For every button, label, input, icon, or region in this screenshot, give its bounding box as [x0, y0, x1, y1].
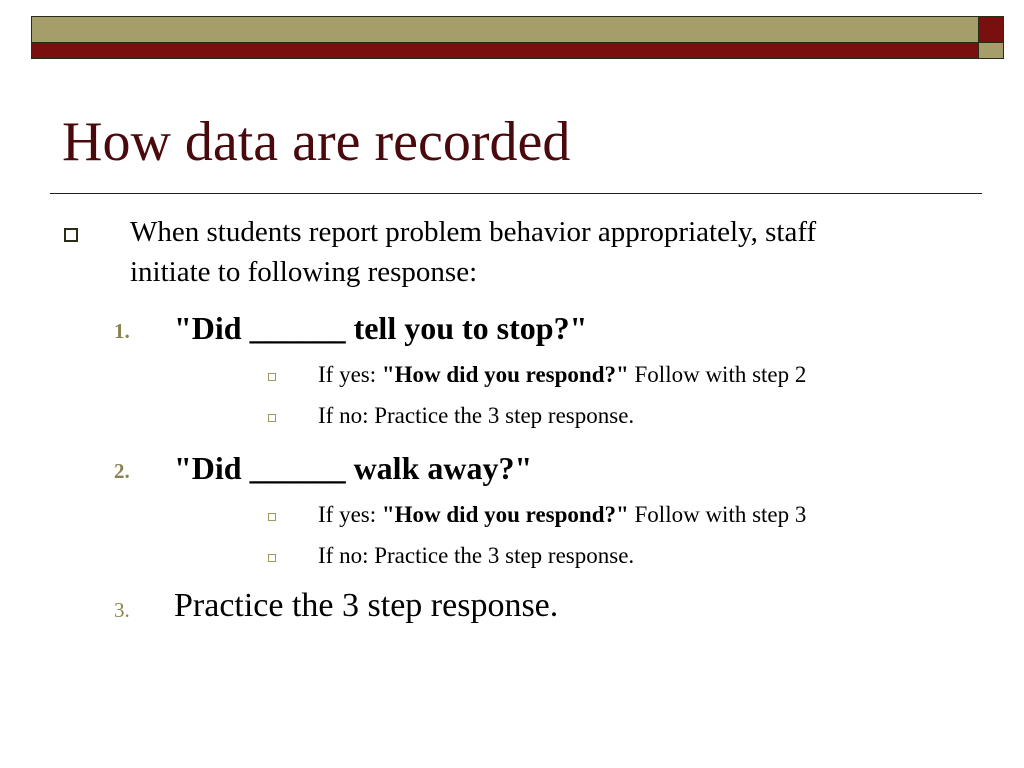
- step-number: 3.: [114, 598, 130, 622]
- step-text: "Did ______ tell you to stop?": [174, 310, 588, 346]
- step-text: Practice the 3 step response.: [174, 587, 559, 624]
- sub-item: [318, 500, 806, 530]
- header-bar-maroon: [31, 42, 979, 59]
- small-hollow-square-icon: [268, 414, 276, 422]
- slide-title: How data are recorded: [62, 111, 571, 173]
- sub-item-suffix: Follow with step 3: [628, 502, 807, 527]
- corner-square-olive: [978, 42, 1004, 59]
- step-text: "Did ______ walk away?": [174, 450, 533, 486]
- sub-item: If no: Practice the 3 step response.: [318, 543, 635, 568]
- intro-line-2: initiate to following response:: [130, 256, 478, 288]
- small-hollow-square-icon: [268, 554, 276, 562]
- sub-item: If no: Practice the 3 step response.: [318, 403, 635, 428]
- sub-item-prefix: If yes:: [318, 502, 382, 527]
- small-hollow-square-icon: [268, 373, 276, 381]
- header-bar-olive: [31, 16, 979, 43]
- hollow-square-icon: [64, 228, 78, 242]
- sub-item-question: "How did you respond?": [381, 502, 629, 527]
- step-number: 2.: [114, 459, 130, 483]
- intro-line-1: When students report problem behavior appropriately, staff: [130, 216, 817, 248]
- sub-item-question: "How did you respond?": [381, 362, 629, 387]
- title-divider: [50, 193, 982, 194]
- sub-item: [318, 360, 806, 390]
- sub-item-suffix: Follow with step 2: [628, 362, 807, 387]
- corner-square-maroon: [978, 16, 1004, 43]
- step-number: 1.: [114, 319, 130, 343]
- sub-item-prefix: If yes:: [318, 362, 382, 387]
- small-hollow-square-icon: [268, 513, 276, 521]
